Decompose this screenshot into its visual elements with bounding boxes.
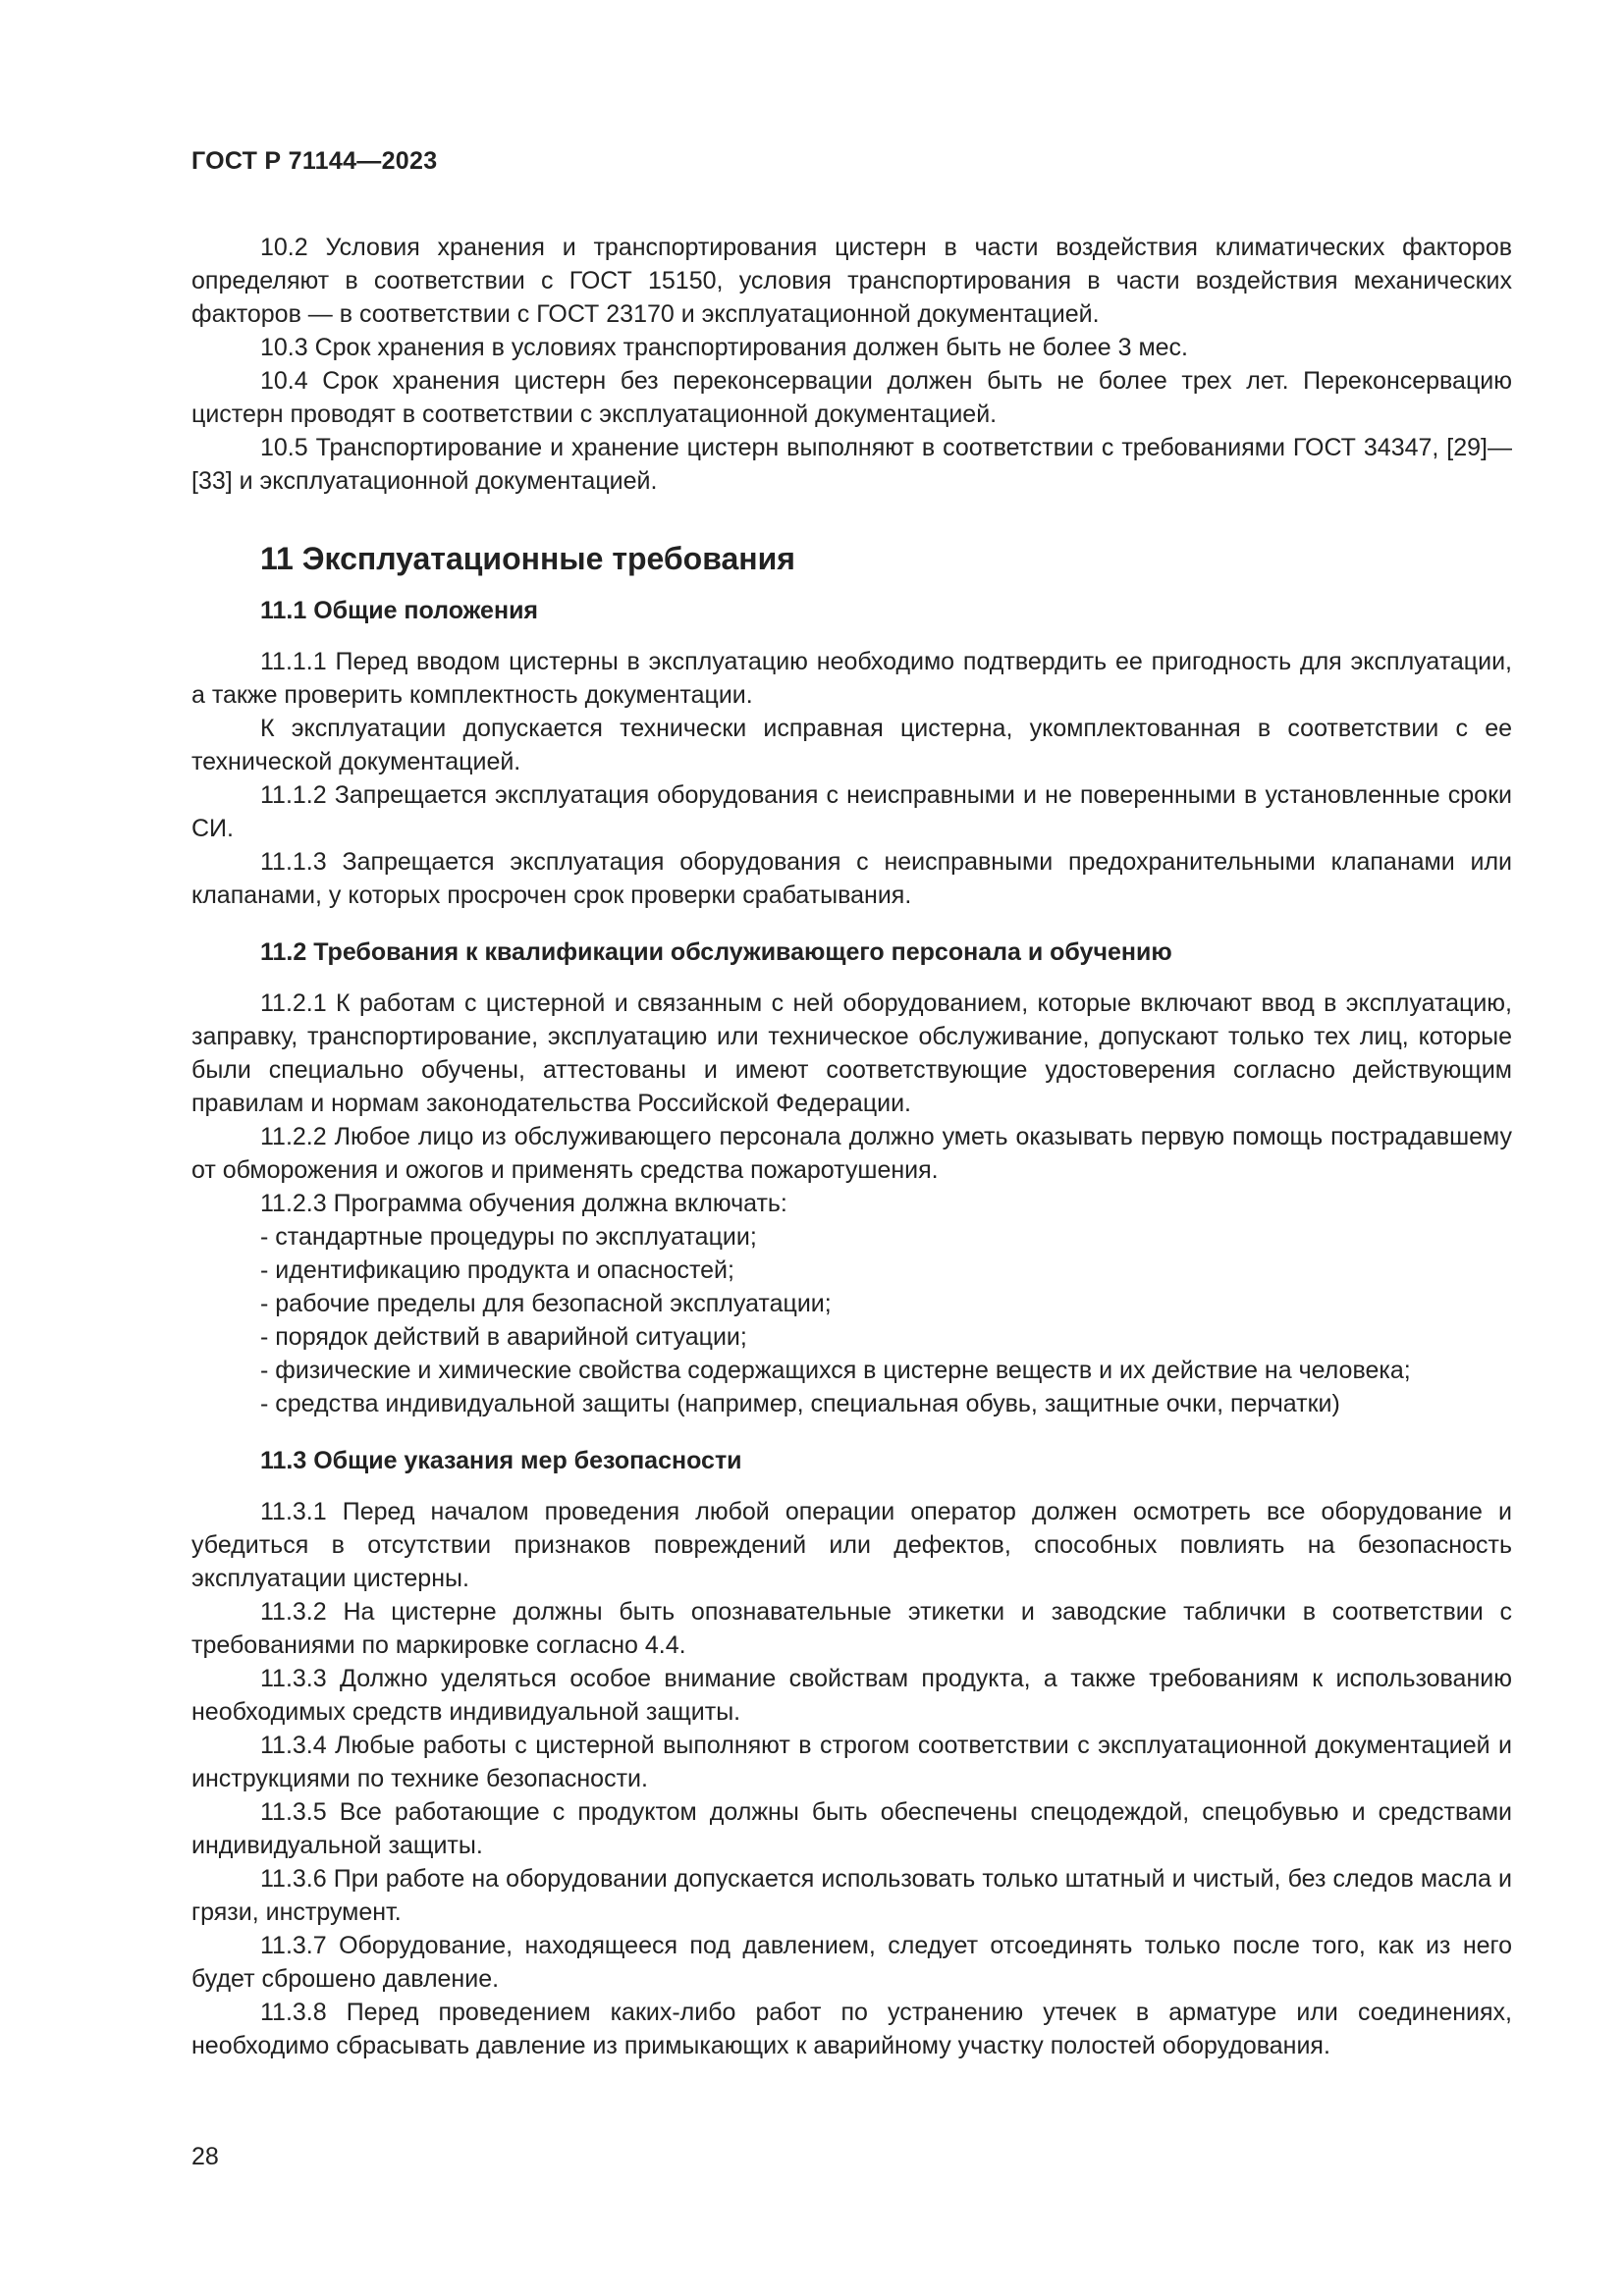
paragraph-11-1-1: 11.1.1 Перед вводом цистерны в эксплуатацию необходимо подтвердить ее пригодность для эксплуатации, а также проверить комплектность документации.: [191, 648, 1512, 709]
paragraph-11-3-8: 11.3.8 Перед проведением каких-либо работ по устранению утечек в арматуре или соединениях, необходимо сбрасывать давление из примыкающих к аварийному участку полостей оборудования.: [191, 1999, 1512, 2059]
paragraph-11-2-1: 11.2.1 К работам с цистерной и связанным с ней оборудованием, которые включают ввод в эксплуатацию, заправку, транспортирование, эксплуатацию или техническое обслуживание, допускают только тех лиц, которые были специально обучены, аттестованы и имеют соответствующие удостоверения согласно действующим правилам и нормам законодательства Российской Федерации.: [191, 989, 1512, 1117]
section-11-title: 11 Эксплуатационные требования: [260, 541, 795, 576]
paragraph-11-2-3: 11.2.3 Программа обучения должна включать:: [260, 1190, 787, 1217]
list-item: - порядок действий в аварийной ситуации;: [260, 1323, 747, 1351]
subsection-11-1-title: 11.1 Общие положения: [260, 597, 539, 624]
paragraph-11-1-2: 11.1.2 Запрещается эксплуатация оборудования с неисправными и не поверенными в установленные сроки СИ.: [191, 781, 1512, 842]
list-item: - стандартные процедуры по эксплуатации;: [260, 1223, 757, 1251]
paragraph-11-2-2: 11.2.2 Любое лицо из обслуживающего персонала должно уметь оказывать первую помощь пострадавшему от обморожения и ожогов и применять средства пожаротушения.: [191, 1123, 1512, 1184]
document-code-header: ГОСТ Р 71144—2023: [191, 147, 438, 175]
paragraph-11-3-5: 11.3.5 Все работающие с продуктом должны быть обеспечены спецодеждой, спецобувью и средствами индивидуальной защиты.: [191, 1798, 1512, 1859]
paragraph-10-2: 10.2 Условия хранения и транспортирования цистерн в части воздействия климатических факторов определяют в соответствии с ГОСТ 15150, условия транспортирования в части воздействия механических факторов — в соответствии с ГОСТ 23170 и эксплуатационной документацией.: [191, 234, 1512, 328]
list-item: - рабочие пределы для безопасной эксплуатации;: [260, 1290, 832, 1317]
paragraph-11-3-2: 11.3.2 На цистерне должны быть опознавательные этикетки и заводские таблички в соответствии с требованиями по маркировке согласно 4.4.: [191, 1598, 1512, 1659]
paragraph-10-3: 10.3 Срок хранения в условиях транспортирования должен быть не более 3 мес.: [260, 334, 1188, 361]
page-number: 28: [191, 2143, 219, 2170]
paragraph-11-3-4: 11.3.4 Любые работы с цистерной выполняют в строгом соответствии с эксплуатационной документацией и инструкциями по технике безопасности.: [191, 1732, 1512, 1792]
paragraph-11-3-7: 11.3.7 Оборудование, находящееся под давлением, следует отсоединять только после того, как из него будет сброшено давление.: [191, 1932, 1512, 1993]
paragraph-11-3-3: 11.3.3 Должно уделяться особое внимание свойствам продукта, а также требованиям к использованию необходимых средств индивидуальной защиты.: [191, 1665, 1512, 1726]
paragraph-11-1-1-continued: К эксплуатации допускается технически исправная цистерна, укомплектованная в соответствии с ее технической документацией.: [191, 715, 1512, 775]
subsection-11-3-title: 11.3 Общие указания мер безопасности: [260, 1447, 742, 1474]
paragraph-10-4: 10.4 Срок хранения цистерн без переконсервации должен быть не более трех лет. Переконсервацию цистерн проводят в соответствии с эксплуатационной документацией.: [191, 367, 1512, 428]
paragraph-11-3-1: 11.3.1 Перед началом проведения любой операции оператор должен осмотреть все оборудование и убедиться в отсутствии признаков повреждений или дефектов, способных повлиять на безопасность эксплуатации цистерны.: [191, 1498, 1512, 1592]
paragraph-10-5: 10.5 Транспортирование и хранение цистерн выполняют в соответствии с требованиями ГОСТ 34347, [29]—[33] и эксплуатационной документацией.: [191, 434, 1512, 495]
list-item: - идентификацию продукта и опасностей;: [260, 1256, 734, 1284]
list-item: - физические и химические свойства содержащихся в цистерне веществ и их действие на человека;: [260, 1357, 1411, 1384]
document-page: [191, 147, 1512, 2062]
paragraph-11-1-3: 11.1.3 Запрещается эксплуатация оборудования с неисправными предохранительными клапанами или клапанами, у которых просрочен срок проверки срабатывания.: [191, 848, 1512, 909]
paragraph-11-3-6: 11.3.6 При работе на оборудовании допускается использовать только штатный и чистый, без следов масла и грязи, инструмент.: [191, 1865, 1512, 1926]
subsection-11-2-title: 11.2 Требования к квалификации обслуживающего персонала и обучению: [260, 938, 1172, 966]
list-item: - средства индивидуальной защиты (например, специальная обувь, защитные очки, перчатки): [260, 1390, 1340, 1417]
